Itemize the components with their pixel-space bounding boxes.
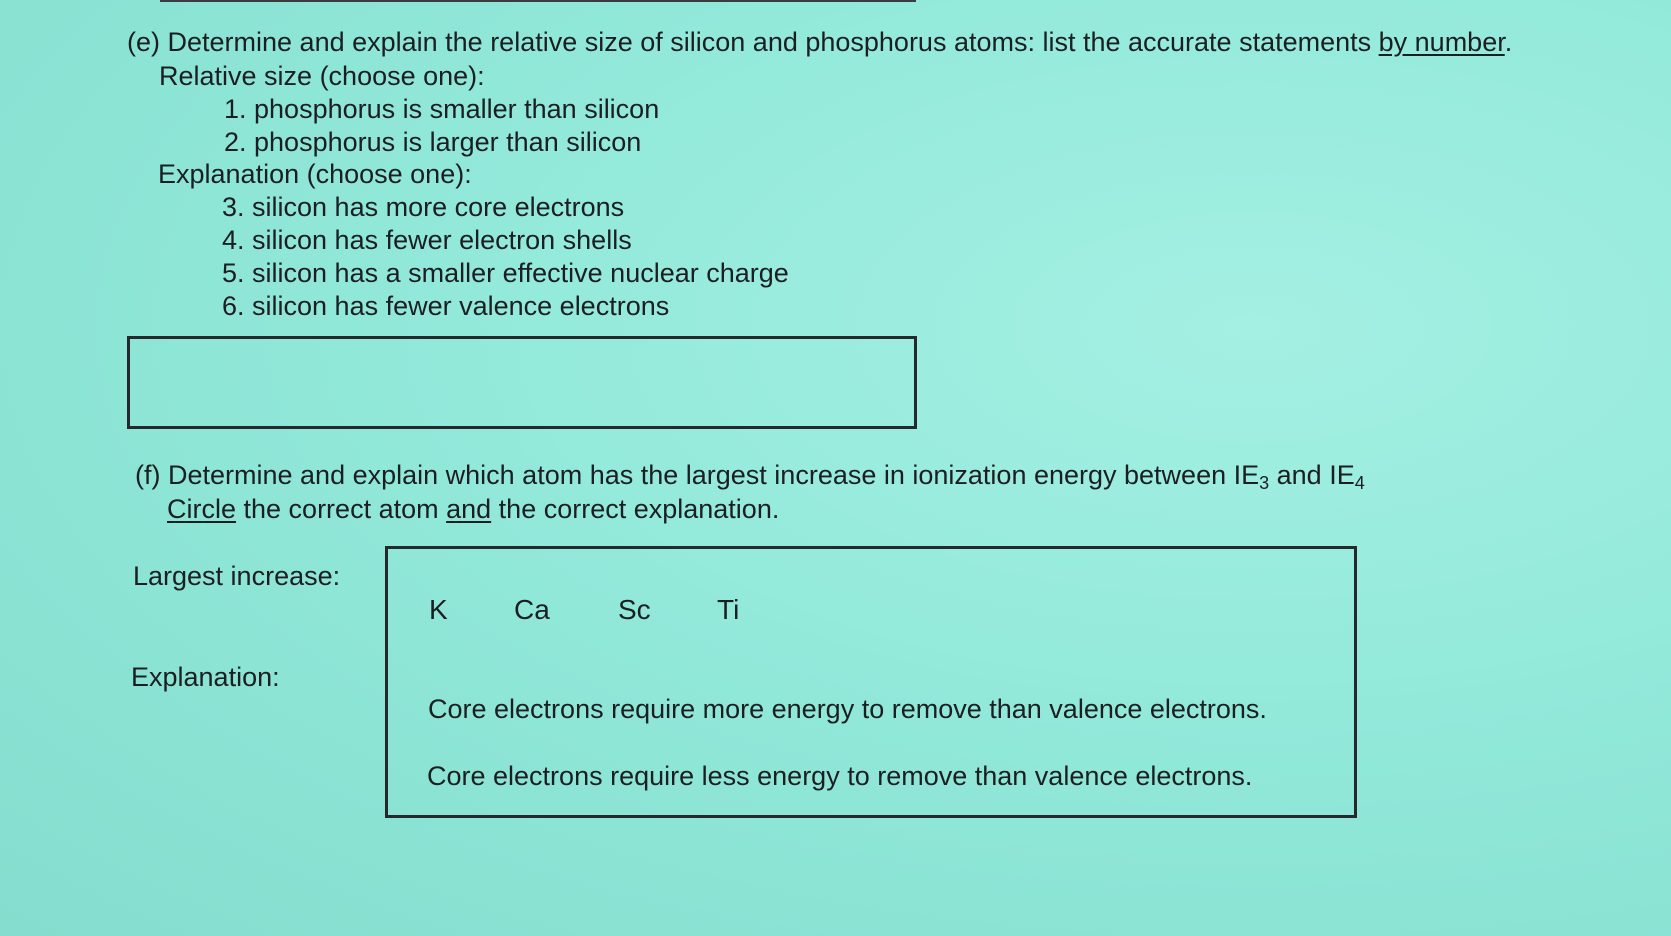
- explanation-option-less-energy[interactable]: Core electrons require less energy to remove than valence electrons.: [427, 761, 1253, 791]
- atom-option-k[interactable]: K: [429, 594, 448, 625]
- question-f-text: (f) Determine and explain which atom has the largest increase in ionization energy between IE: [135, 460, 1260, 490]
- instr-and: and: [446, 494, 492, 524]
- relative-option-2: 2. phosphorus is larger than silicon: [224, 127, 642, 157]
- instr-end: the correct explanation.: [491, 494, 780, 524]
- instr-mid: the correct atom: [236, 494, 447, 524]
- explanation-option-4: 4. silicon has fewer electron shells: [222, 225, 632, 255]
- explanation-option-3: 3. silicon has more core electrons: [222, 192, 625, 222]
- question-e-prompt: [127, 26, 1512, 58]
- relative-option-1: 1. phosphorus is smaller than silicon: [224, 94, 660, 124]
- explanation-option-6: 6. silicon has fewer valence electrons: [222, 291, 670, 321]
- atom-option-sc[interactable]: Sc: [618, 594, 651, 625]
- top-divider: [160, 0, 916, 2]
- explanation-option-more-energy[interactable]: Core electrons require more energy to remove than valence electrons.: [428, 694, 1267, 724]
- question-e-period: .: [1504, 27, 1513, 57]
- question-f-instructions: [167, 493, 779, 525]
- largest-increase-label: Largest increase:: [133, 561, 341, 591]
- ie4-subscript: 4: [1354, 473, 1365, 493]
- atom-option-ti[interactable]: Ti: [717, 594, 740, 625]
- relative-size-heading: Relative size (choose one):: [159, 61, 485, 91]
- explanation-label: Explanation:: [131, 662, 280, 692]
- atom-option-ca[interactable]: Ca: [514, 594, 550, 625]
- explanation-option-5: 5. silicon has a smaller effective nuclear charge: [222, 258, 789, 288]
- question-e-text: (e) Determine and explain the relative size of silicon and phosphorus atoms: list the accurate statements: [127, 27, 1379, 57]
- question-e-underlined: by number: [1378, 27, 1505, 57]
- question-f-mid: and IE: [1269, 460, 1355, 490]
- explanation-heading: Explanation (choose one):: [158, 159, 472, 189]
- answer-box-e[interactable]: [127, 336, 917, 429]
- instr-circle: Circle: [167, 494, 237, 524]
- question-f-prompt: [135, 459, 1365, 491]
- ie3-subscript: 3: [1259, 473, 1270, 493]
